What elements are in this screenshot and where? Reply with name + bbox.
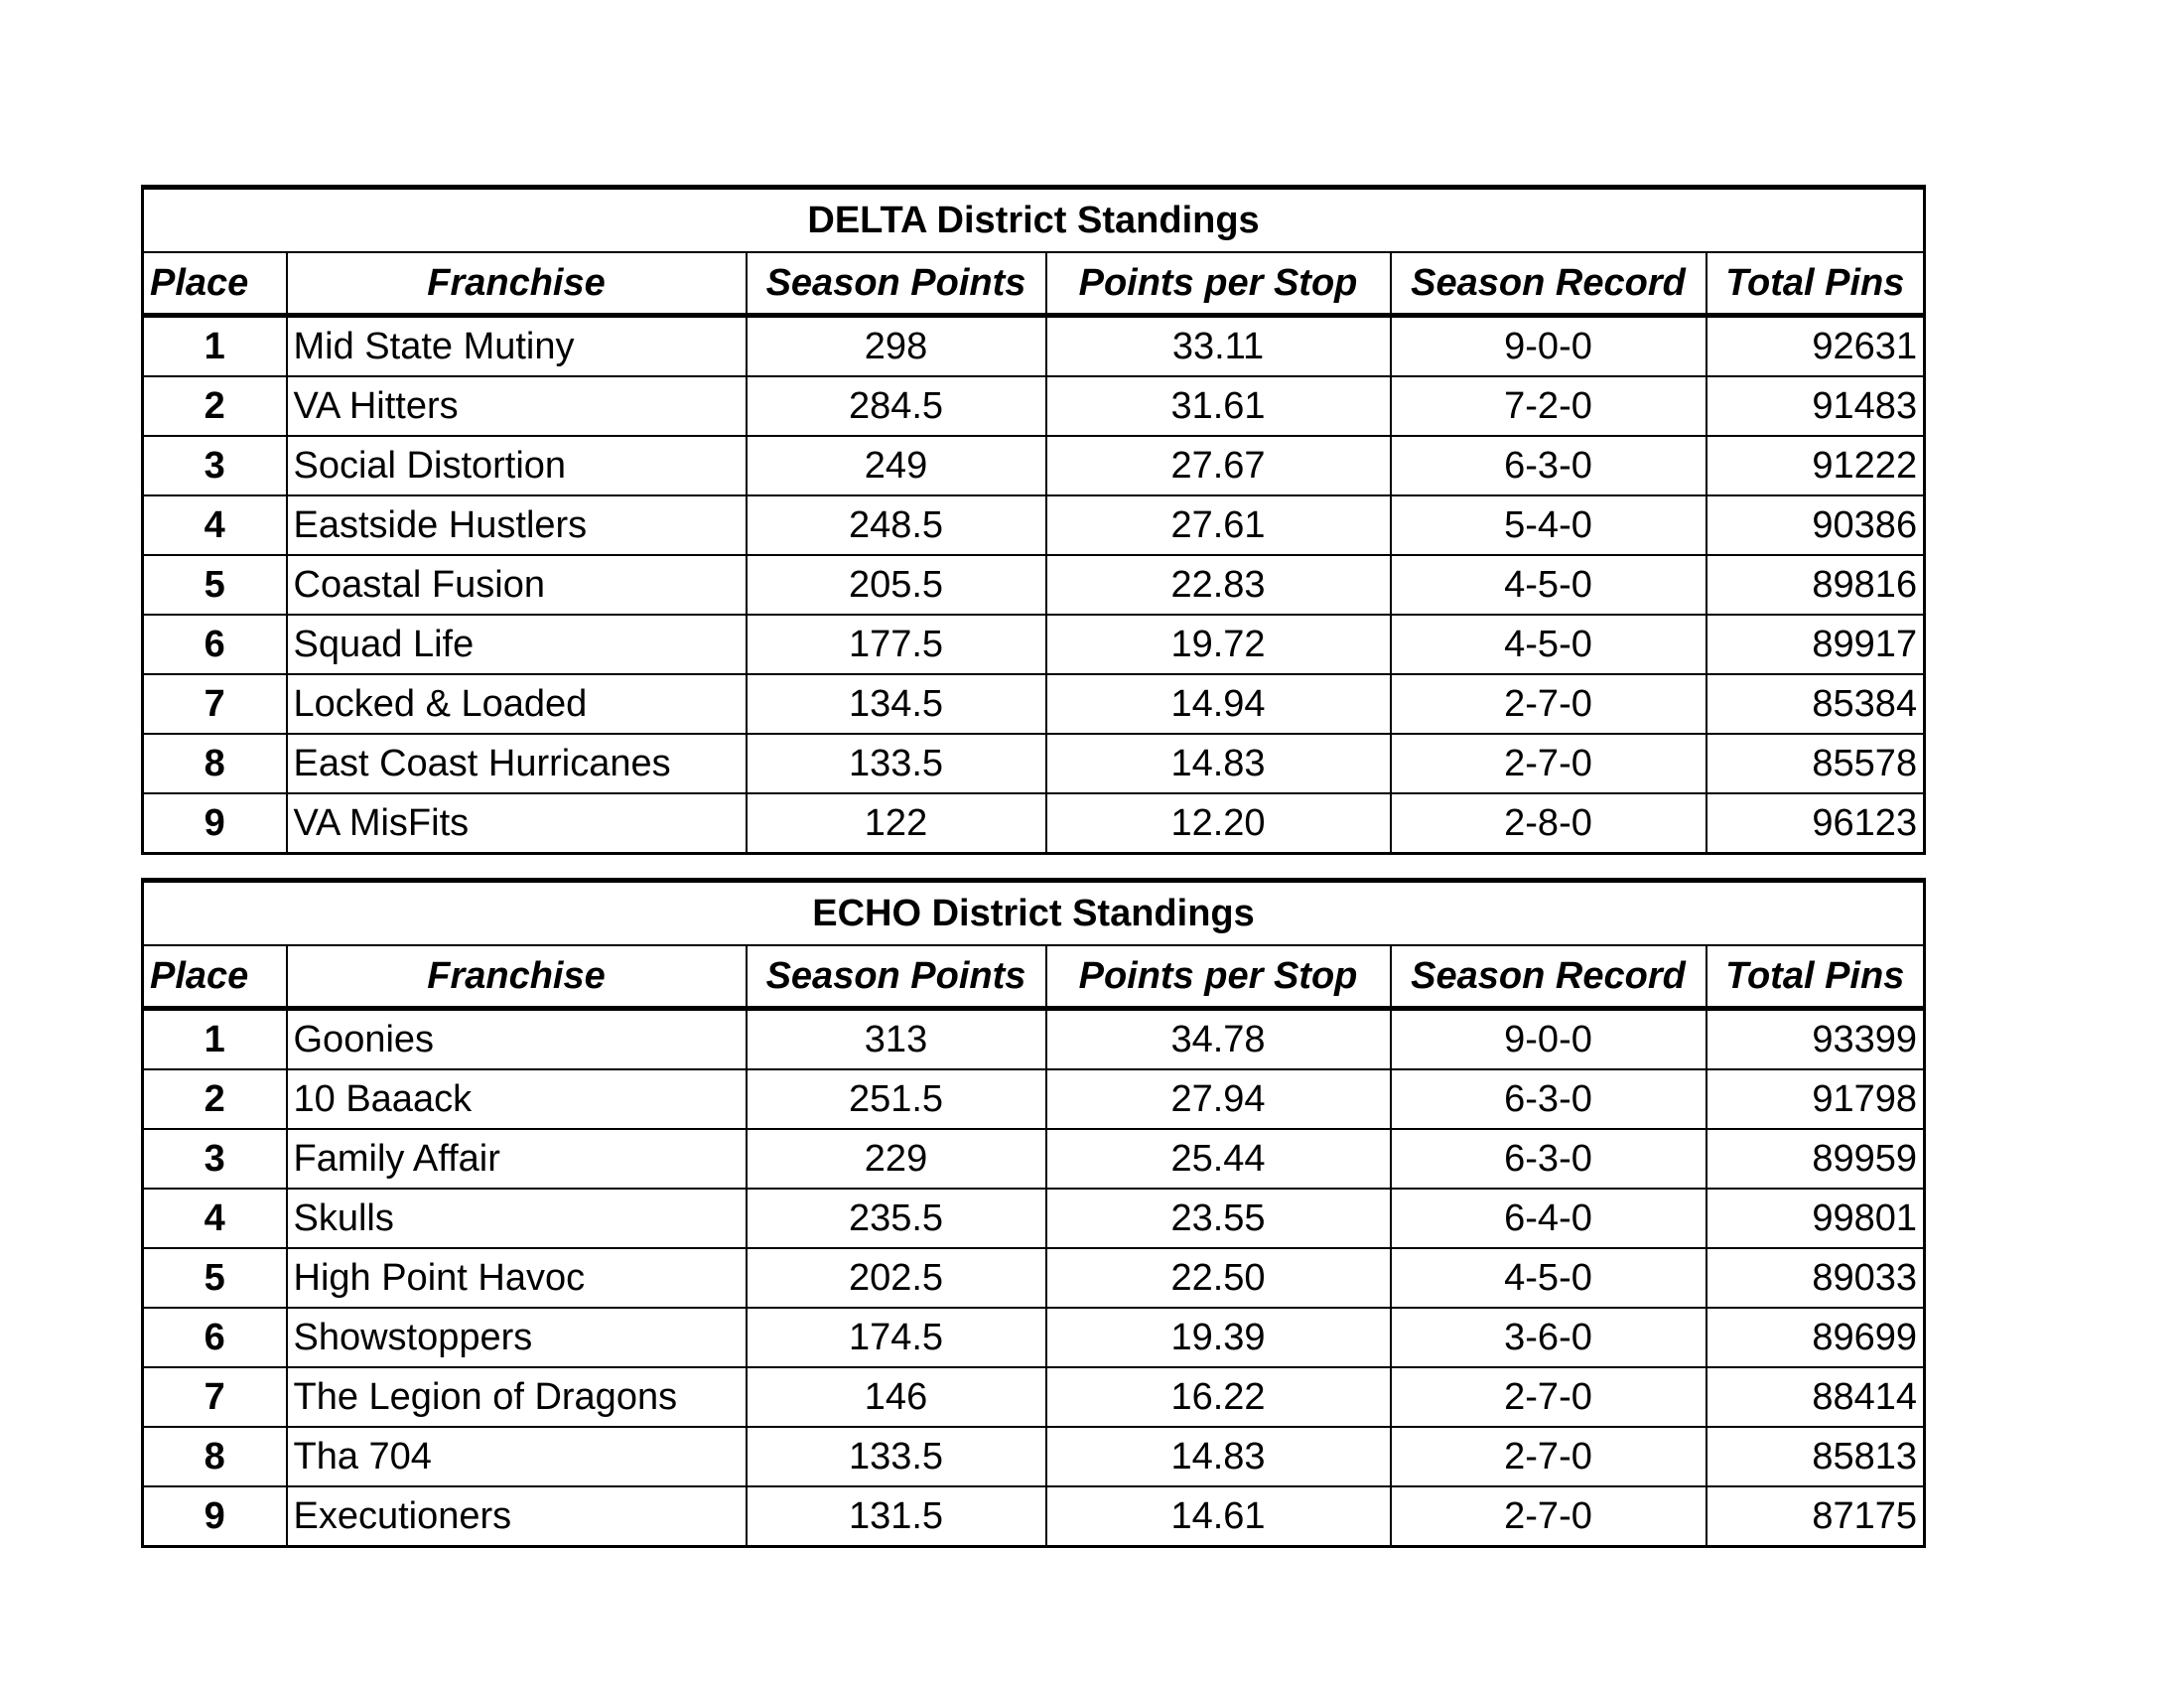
season-points-cell: 146 [747, 1367, 1046, 1427]
season-record-cell: 6-3-0 [1391, 436, 1706, 495]
place-cell: 4 [143, 1189, 287, 1248]
season-points-cell: 229 [747, 1129, 1046, 1189]
points-per-stop-cell: 23.55 [1046, 1189, 1391, 1248]
table-row [143, 555, 1925, 615]
delta-table-body [143, 316, 1925, 854]
table-row [143, 1367, 1925, 1427]
delta-standings-table [141, 185, 1926, 855]
season-record-cell: 4-5-0 [1391, 555, 1706, 615]
points-per-stop-cell: 16.22 [1046, 1367, 1391, 1427]
season-record-cell: 6-4-0 [1391, 1189, 1706, 1248]
points-per-stop-cell: 27.94 [1046, 1069, 1391, 1129]
total-pins-cell: 91222 [1706, 436, 1925, 495]
season-points-cell: 134.5 [747, 674, 1046, 734]
echo-table-title: ECHO District Standings [143, 881, 1925, 946]
place-cell: 9 [143, 1486, 287, 1547]
season-record-cell: 2-7-0 [1391, 1427, 1706, 1486]
season-points-cell: 205.5 [747, 555, 1046, 615]
place-cell: 4 [143, 495, 287, 555]
season-record-cell: 4-5-0 [1391, 1248, 1706, 1308]
franchise-cell: Showstoppers [287, 1308, 747, 1367]
total-pins-cell: 96123 [1706, 793, 1925, 854]
total-pins-cell: 85384 [1706, 674, 1925, 734]
total-pins-cell: 89917 [1706, 615, 1925, 674]
points-per-stop-cell: 14.83 [1046, 734, 1391, 793]
season-points-cell: 202.5 [747, 1248, 1046, 1308]
season-record-cell: 2-7-0 [1391, 674, 1706, 734]
table-row [143, 674, 1925, 734]
franchise-cell: East Coast Hurricanes [287, 734, 747, 793]
season-points-cell: 122 [747, 793, 1046, 854]
header-place: Place [143, 945, 287, 1009]
total-pins-cell: 93399 [1706, 1009, 1925, 1070]
header-franchise: Franchise [287, 945, 747, 1009]
total-pins-cell: 91483 [1706, 376, 1925, 436]
season-points-cell: 284.5 [747, 376, 1046, 436]
season-record-cell: 3-6-0 [1391, 1308, 1706, 1367]
season-record-cell: 2-7-0 [1391, 734, 1706, 793]
total-pins-cell: 89959 [1706, 1129, 1925, 1189]
season-points-cell: 313 [747, 1009, 1046, 1070]
total-pins-cell: 90386 [1706, 495, 1925, 555]
franchise-cell: Skulls [287, 1189, 747, 1248]
points-per-stop-cell: 33.11 [1046, 316, 1391, 377]
season-record-cell: 5-4-0 [1391, 495, 1706, 555]
header-season-record: Season Record [1391, 252, 1706, 316]
total-pins-cell: 92631 [1706, 316, 1925, 377]
franchise-cell: Mid State Mutiny [287, 316, 747, 377]
franchise-cell: Locked & Loaded [287, 674, 747, 734]
season-points-cell: 235.5 [747, 1189, 1046, 1248]
total-pins-cell: 87175 [1706, 1486, 1925, 1547]
place-cell: 3 [143, 1129, 287, 1189]
header-season-record: Season Record [1391, 945, 1706, 1009]
season-points-cell: 133.5 [747, 734, 1046, 793]
place-cell: 8 [143, 734, 287, 793]
table-row [143, 793, 1925, 854]
echo-header-row [143, 945, 1925, 1009]
table-row [143, 1486, 1925, 1547]
table-row [143, 1069, 1925, 1129]
points-per-stop-cell: 14.94 [1046, 674, 1391, 734]
franchise-cell: Executioners [287, 1486, 747, 1547]
franchise-cell: Squad Life [287, 615, 747, 674]
table-row [143, 1189, 1925, 1248]
total-pins-cell: 88414 [1706, 1367, 1925, 1427]
franchise-cell: Tha 704 [287, 1427, 747, 1486]
points-per-stop-cell: 34.78 [1046, 1009, 1391, 1070]
points-per-stop-cell: 22.50 [1046, 1248, 1391, 1308]
franchise-cell: Goonies [287, 1009, 747, 1070]
total-pins-cell: 89699 [1706, 1308, 1925, 1367]
points-per-stop-cell: 25.44 [1046, 1129, 1391, 1189]
franchise-cell: VA Hitters [287, 376, 747, 436]
total-pins-cell: 85813 [1706, 1427, 1925, 1486]
season-record-cell: 7-2-0 [1391, 376, 1706, 436]
header-points-per-stop: Points per Stop [1046, 252, 1391, 316]
place-cell: 2 [143, 376, 287, 436]
season-points-cell: 174.5 [747, 1308, 1046, 1367]
franchise-cell: 10 Baaack [287, 1069, 747, 1129]
place-cell: 6 [143, 615, 287, 674]
place-cell: 8 [143, 1427, 287, 1486]
franchise-cell: Social Distortion [287, 436, 747, 495]
total-pins-cell: 89816 [1706, 555, 1925, 615]
place-cell: 6 [143, 1308, 287, 1367]
season-points-cell: 131.5 [747, 1486, 1046, 1547]
season-record-cell: 6-3-0 [1391, 1129, 1706, 1189]
points-per-stop-cell: 27.67 [1046, 436, 1391, 495]
header-franchise: Franchise [287, 252, 747, 316]
table-row [143, 316, 1925, 377]
table-row [143, 495, 1925, 555]
points-per-stop-cell: 14.83 [1046, 1427, 1391, 1486]
franchise-cell: Coastal Fusion [287, 555, 747, 615]
season-record-cell: 9-0-0 [1391, 1009, 1706, 1070]
points-per-stop-cell: 19.39 [1046, 1308, 1391, 1367]
total-pins-cell: 99801 [1706, 1189, 1925, 1248]
place-cell: 2 [143, 1069, 287, 1129]
delta-table-title: DELTA District Standings [143, 188, 1925, 253]
header-season-points: Season Points [747, 945, 1046, 1009]
season-record-cell: 4-5-0 [1391, 615, 1706, 674]
table-row [143, 1427, 1925, 1486]
points-per-stop-cell: 22.83 [1046, 555, 1391, 615]
header-total-pins: Total Pins [1706, 945, 1925, 1009]
table-row [143, 1248, 1925, 1308]
points-per-stop-cell: 31.61 [1046, 376, 1391, 436]
season-points-cell: 248.5 [747, 495, 1046, 555]
place-cell: 9 [143, 793, 287, 854]
season-points-cell: 133.5 [747, 1427, 1046, 1486]
total-pins-cell: 91798 [1706, 1069, 1925, 1129]
franchise-cell: The Legion of Dragons [287, 1367, 747, 1427]
season-points-cell: 249 [747, 436, 1046, 495]
season-record-cell: 6-3-0 [1391, 1069, 1706, 1129]
franchise-cell: Eastside Hustlers [287, 495, 747, 555]
place-cell: 5 [143, 555, 287, 615]
season-record-cell: 2-8-0 [1391, 793, 1706, 854]
header-season-points: Season Points [747, 252, 1046, 316]
points-per-stop-cell: 27.61 [1046, 495, 1391, 555]
franchise-cell: VA MisFits [287, 793, 747, 854]
table-row [143, 734, 1925, 793]
season-record-cell: 9-0-0 [1391, 316, 1706, 377]
season-points-cell: 177.5 [747, 615, 1046, 674]
place-cell: 7 [143, 674, 287, 734]
place-cell: 1 [143, 1009, 287, 1070]
table-row [143, 436, 1925, 495]
header-total-pins: Total Pins [1706, 252, 1925, 316]
place-cell: 3 [143, 436, 287, 495]
table-row [143, 1009, 1925, 1070]
echo-standings-table [141, 878, 1926, 1548]
place-cell: 5 [143, 1248, 287, 1308]
total-pins-cell: 89033 [1706, 1248, 1925, 1308]
points-per-stop-cell: 19.72 [1046, 615, 1391, 674]
points-per-stop-cell: 14.61 [1046, 1486, 1391, 1547]
header-points-per-stop: Points per Stop [1046, 945, 1391, 1009]
header-place: Place [143, 252, 287, 316]
table-row [143, 376, 1925, 436]
total-pins-cell: 85578 [1706, 734, 1925, 793]
franchise-cell: Family Affair [287, 1129, 747, 1189]
place-cell: 1 [143, 316, 287, 377]
table-row [143, 1308, 1925, 1367]
season-record-cell: 2-7-0 [1391, 1367, 1706, 1427]
table-row [143, 1129, 1925, 1189]
franchise-cell: High Point Havoc [287, 1248, 747, 1308]
delta-header-row [143, 252, 1925, 316]
season-points-cell: 298 [747, 316, 1046, 377]
place-cell: 7 [143, 1367, 287, 1427]
season-points-cell: 251.5 [747, 1069, 1046, 1129]
table-row [143, 615, 1925, 674]
echo-table-body [143, 1009, 1925, 1547]
season-record-cell: 2-7-0 [1391, 1486, 1706, 1547]
points-per-stop-cell: 12.20 [1046, 793, 1391, 854]
